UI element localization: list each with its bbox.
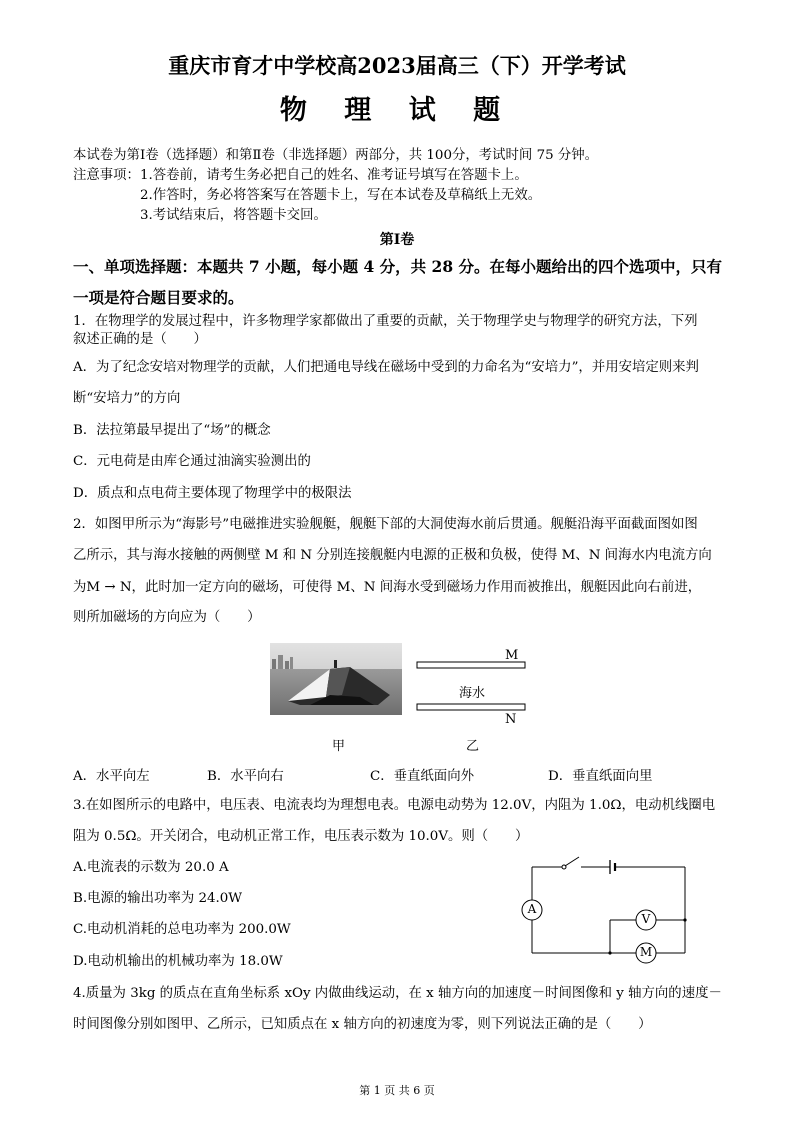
note-1: 1.答卷前，请考生务必把自己的姓名、准考证号填写在答题卡上。 [140,168,528,183]
q3-option-b: B.电源的输出功率为 24.0W [73,891,243,906]
q1-stem-line2: 叙述正确的是（ ） [73,332,207,347]
q2-option-c: C．垂直纸面向外 [370,769,474,784]
note-3: 3.考试结束后，将答题卡交回。 [140,208,327,223]
q1-option-d: D．质点和点电荷主要体现了物理学中的极限法 [73,486,352,501]
label-n: N [505,712,517,727]
q4-stem-line2: 时间图像分别如图甲、乙所示，已知质点在 x 轴方向的初速度为零，则下列说法正确的是（ ） [73,1017,652,1032]
page-number: 第 1 页 共 6 页 [359,1084,435,1097]
label-seawater: 海水 [459,686,486,701]
q2-stem-line1: 2．如图甲所示为“海影号”电磁推进实验舰艇，舰艇下部的大洞使海水前后贯通。舰艇沿海平面截面图如图 [73,517,698,532]
q2-stem-line2: 乙所示，其与海水接触的两侧壁 M 和 N 分别连接舰艇内电源的正极和负极，使得 M、N 间海水内电流方向 [73,548,712,563]
section-heading-line1: 一、单项选择题：本题共 7 小题，每小题 4 分，共 28 分。在每小题给出的四个选项中，只有 [73,257,723,276]
q2-option-a: A．水平向左 [73,769,150,784]
q3-stem-line1: 3.在如图所示的电路中，电压表、电流表均为理想电表。电源电动势为 12.0V，内阻为 1.0Ω，电动机线圈电 [73,798,716,813]
ship-photo [270,643,402,715]
circuit-diagram [515,850,695,970]
subject-title: 物 理 试 题 [279,95,515,126]
volume-heading: 第Ⅰ卷 [379,232,415,248]
ammeter-label: A [527,902,537,916]
figure-jia-label: 甲 [332,739,346,754]
q1-option-a-line2: 断“安培力”的方向 [73,391,181,406]
intro-line: 本试卷为第Ⅰ卷（选择题）和第Ⅱ卷（非选择题）两部分，共 100分，考试时间 75 分钟。 [73,148,599,163]
q3-stem-line2: 阻为 0.5Ω。开关闭合，电动机正常工作，电压表示数为 10.0V。则（ ） [73,829,529,844]
q2-stem-line3: 为M → N，此时加一定方向的磁场，可使得 M、N 间海水受到磁场力作用而被推出，舰艇因此向右前进， [73,580,702,595]
q1-option-a-line1: A．为了纪念安培对物理学的贡献，人们把通电导线在磁场中受到的力命名为“安培力”，并用安培定则来判 [73,360,699,375]
q2-option-b: B．水平向右 [207,769,284,784]
q1-option-c: C．元电荷是由库仑通过油滴实验测出的 [73,454,311,469]
voltmeter-label: V [641,912,651,926]
notes-label: 注意事项： [73,168,140,183]
q1-stem-line1: 1．在物理学的发展过程中，许多物理学家都做出了重要的贡献，关于物理学史与物理学的研究方法，下列 [73,314,698,329]
figure-yi-label: 乙 [466,739,480,754]
q3-option-d: D.电动机输出的机械功率为 18.0W [73,954,283,969]
q3-option-a: A.电流表的示数为 20.0 A [73,860,229,875]
motor-label: M [639,945,653,959]
note-2: 2.作答时，务必将答案写在答题卡上，写在本试卷及草稿纸上无效。 [140,188,542,203]
section-heading-line2: 一项是符合题目要求的。 [73,288,244,307]
q2-stem-line4: 则所加磁场的方向应为（ ） [73,610,261,625]
q2-option-d: D．垂直纸面向里 [548,769,653,784]
label-m: M [505,648,519,663]
exam-title: 重庆市育才中学校高2023届高三（下）开学考试 [168,53,626,78]
q4-stem-line1: 4.质量为 3kg 的质点在直角坐标系 xOy 内做曲线运动，在 x 轴方向的加速度－时间图像和 y 轴方向的速度－ [73,986,722,1001]
q3-option-c: C.电动机消耗的总电功率为 200.0W [73,922,291,937]
q1-option-b: B．法拉第最早提出了“场”的概念 [73,423,271,438]
